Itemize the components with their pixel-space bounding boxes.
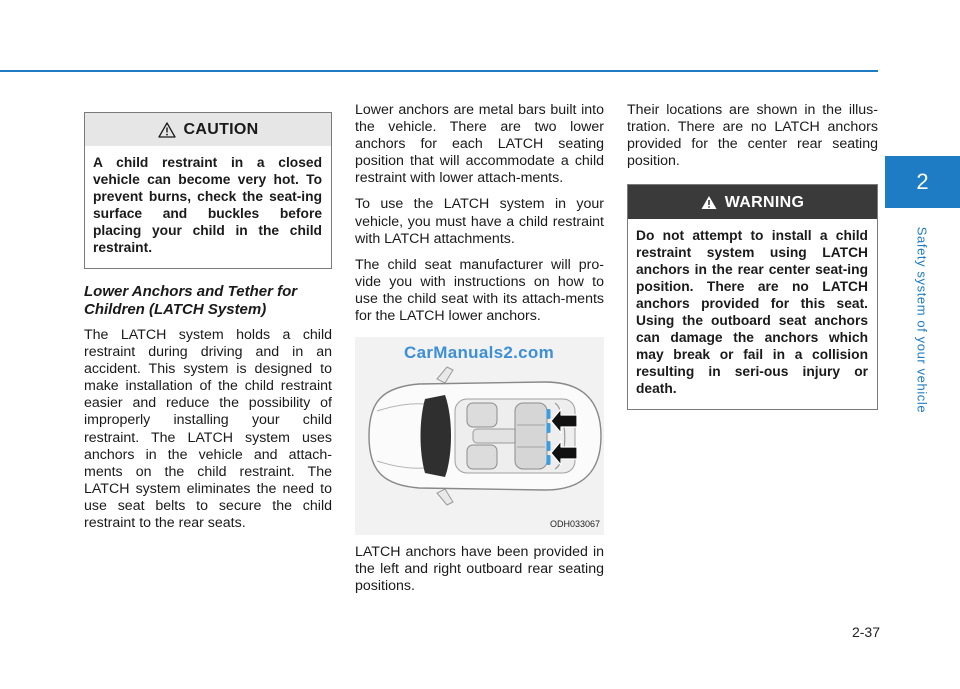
caution-header (85, 113, 331, 146)
warning-box (627, 184, 878, 410)
latch-anchor-illustration (355, 337, 604, 535)
caution-box (84, 112, 332, 269)
chapter-number: 2 (916, 169, 929, 194)
caution-text: A child restraint in a closed vehicle can become very hot. To prevent burns, check the seat-ing surface and buckles before placing your child in the child restraint. (93, 155, 322, 255)
figure-code: ODH033067 (549, 519, 600, 530)
car-top-view-drawing (355, 337, 604, 535)
header-rule (0, 70, 878, 72)
figure-watermark: CarManuals2.com (404, 343, 554, 363)
page-number: 2-37 (851, 624, 880, 640)
chapter-tab (885, 156, 960, 208)
warning-icon (701, 195, 717, 210)
warning-header (628, 185, 877, 219)
manufacturer-instructions-paragraph: The child seat manufacturer will pro-vide you with instructions on how to use the child seat with its attach-ments for the LATCH lower anchors. (355, 256, 604, 325)
chapter-title: Safety system of your vehicle (914, 226, 930, 414)
section-heading: Lower Anchors and Tether for Children (LATCH System) (84, 283, 298, 318)
column-3 (627, 102, 878, 410)
warning-title: WARNING (724, 193, 805, 211)
column-2 (355, 102, 604, 604)
latch-requirement-paragraph: To use the LATCH system in your vehicle, you must have a child restraint with LATCH attachments. (355, 196, 604, 247)
anchor-location-paragraph: LATCH anchors have been provided in the left and right outboard rear seating positions. (355, 544, 604, 595)
column-1 (84, 102, 332, 541)
warning-text: Do not attempt to install a child restraint system using LATCH anchors in the rear center seat-ing position. There are no LATCH anchors provided for this seat. Using the outboard seat anchors can damage the anchors which may break or fail in a collision resulting in seri-ous injury or death. (636, 228, 868, 397)
caution-icon (158, 122, 176, 138)
caution-title: CAUTION (183, 120, 259, 138)
latch-intro-paragraph: The LATCH system holds a child restraint during driving and in an accident. This system is designed to make installation of the child restraint easier and reduce the possibility of improperly installing your child restraint. The LATCH system uses anchors in the vehicle and attach-ments on the child restraint. The LATCH system eliminates the need to use seat belts to secure the child restraint to the rear seats. (84, 327, 332, 532)
illustration-note-paragraph: Their locations are shown in the illus-tration. There are no LATCH anchors provided for the center rear seating position. (627, 102, 878, 170)
lower-anchors-paragraph: Lower anchors are metal bars built into the vehicle. There are two lower anchors for each LATCH seating position that will accommodate a child restraint with lower attach-ments. (355, 102, 604, 187)
